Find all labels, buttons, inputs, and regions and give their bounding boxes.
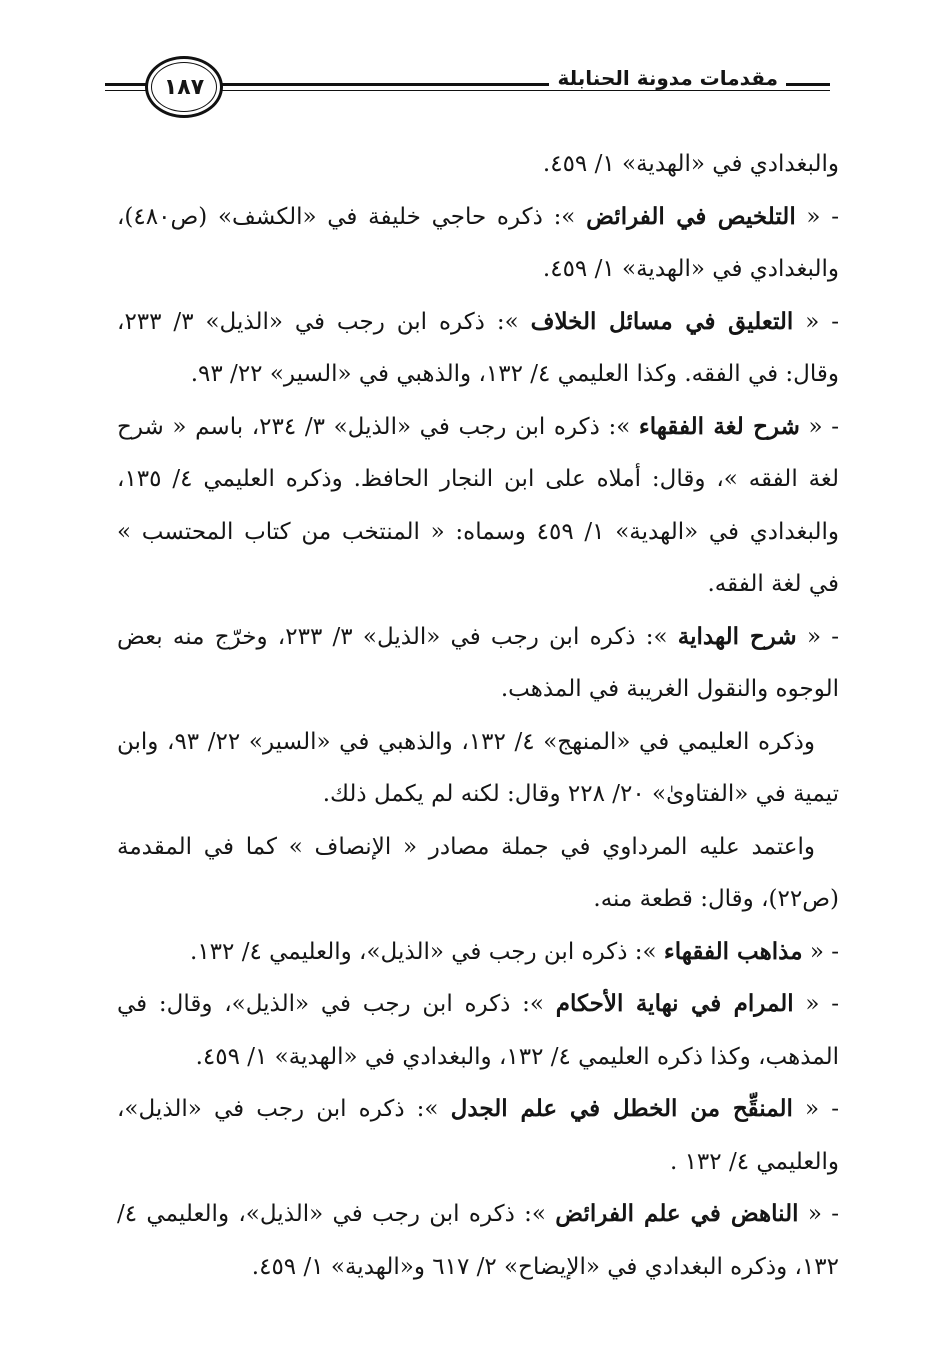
page-header xyxy=(105,52,830,122)
list-marker: - « xyxy=(793,308,839,335)
paragraph xyxy=(117,401,839,611)
page-number-badge xyxy=(145,56,223,118)
paragraph xyxy=(117,926,839,979)
page-number: ١٨٧ xyxy=(163,74,205,100)
paragraph-text: »: ذكره ابن رجب في «الذيل» ٣/ ٢٣٣، وخرّج منه بعض الوجوه والنقول الغريبة في المذهب. xyxy=(117,623,839,702)
list-marker: - « xyxy=(795,203,839,230)
header-rule-left-thin xyxy=(105,90,147,91)
header-rule-thin xyxy=(217,90,830,91)
paragraph xyxy=(117,1083,839,1188)
paragraph xyxy=(117,191,839,296)
paragraph-text: »: ذكره ابن رجب في «الذيل»، والعليمي ٤/ ١٣٢ . xyxy=(117,1096,839,1175)
paragraph-text: »: ذكره ابن رجب في «الذيل» ٣/ ٢٣٤، باسم « شرح لغة الفقه »، وقال: أملاه على ابن النجار الحافظ. وذكره العليمي ٤/ ١٣٥، والبغدادي في «الهدية» ١/ ٤٥٩ وسماه: « المنتخب من كتاب المحتسب » في لغة الفقه. xyxy=(117,413,840,597)
paragraph xyxy=(117,296,839,401)
paragraph-text: »: ذكره حاجي خليفة في «الكشف» (ص٤٨٠)، والبغدادي في «الهدية» ١/ ٤٥٩. xyxy=(117,203,839,282)
book-title: المنقِّح من الخطل في علم الجدل xyxy=(450,1095,793,1122)
book-title: شرح الهداية xyxy=(677,622,797,650)
book-title: شرح لغة الفقهاء xyxy=(638,412,800,440)
list-marker: - « xyxy=(796,623,840,650)
paragraph xyxy=(117,716,839,821)
running-title: مقدمات مدونة الحنابلة xyxy=(549,66,786,90)
list-marker: - « xyxy=(799,413,839,440)
book-title: التعليق في مسائل الخلاف xyxy=(530,307,794,335)
list-marker: - « xyxy=(802,938,839,965)
paragraph-text: »: ذكره ابن رجب في «الذيل» ٣/ ٢٣٣، وقال: في الفقه. وكذا العليمي ٤/ ١٣٢، والذهبي في «السير» ٢٢/ ٩٣. xyxy=(117,308,839,387)
paragraph xyxy=(117,611,839,716)
paragraph xyxy=(117,138,839,191)
main-text xyxy=(117,138,839,1293)
paragraph xyxy=(117,1188,839,1293)
paragraph-text: والبغدادي في «الهدية» ١/ ٤٥٩. xyxy=(542,151,839,177)
paragraph xyxy=(117,821,839,926)
paragraph-text: »: ذكره ابن رجب في «الذيل»، وقال: في المذهب، وكذا ذكره العليمي ٤/ ١٣٢، والبغدادي في «الهدية» ١/ ٤٥٩. xyxy=(117,991,839,1070)
list-marker: - « xyxy=(798,1201,840,1227)
book-title: الناهض في علم الفرائض xyxy=(555,1200,799,1227)
book-title: المرام في نهاية الأحكام xyxy=(555,990,794,1017)
paragraph-text: »: ذكره ابن رجب في «الذيل»، والعليمي ٤/ ١٣٢. xyxy=(190,938,664,965)
paragraph-text: واعتمد عليه المرداوي في جملة مصادر « الإنصاف » كما في المقدمة (ص٢٢)، وقال: قطعة منه. xyxy=(117,833,839,912)
book-title: التلخيص في الفرائض xyxy=(586,202,796,230)
paragraph-text: »: ذكره ابن رجب في «الذيل»، والعليمي ٤/ ١٣٢، وذكره البغدادي في «الإيضاح» ٢/ ٦١٧ و«الهدية» ١/ ٤٥٩. xyxy=(117,1201,839,1280)
paragraph-text: وذكره العليمي في «المنهج» ٤/ ١٣٢، والذهبي في «السير» ٢٢/ ٩٣، وابن تيمية في «الفتاوىٰ» ٢٠/ ٢٢٨ وقال: لكنه لم يكمل ذلك. xyxy=(117,728,839,807)
header-rule-left-thick xyxy=(105,83,147,86)
paragraph xyxy=(117,978,839,1083)
list-marker: - « xyxy=(793,991,839,1017)
book-title: مذاهب الفقهاء xyxy=(663,937,803,965)
list-marker: - « xyxy=(792,1096,840,1122)
